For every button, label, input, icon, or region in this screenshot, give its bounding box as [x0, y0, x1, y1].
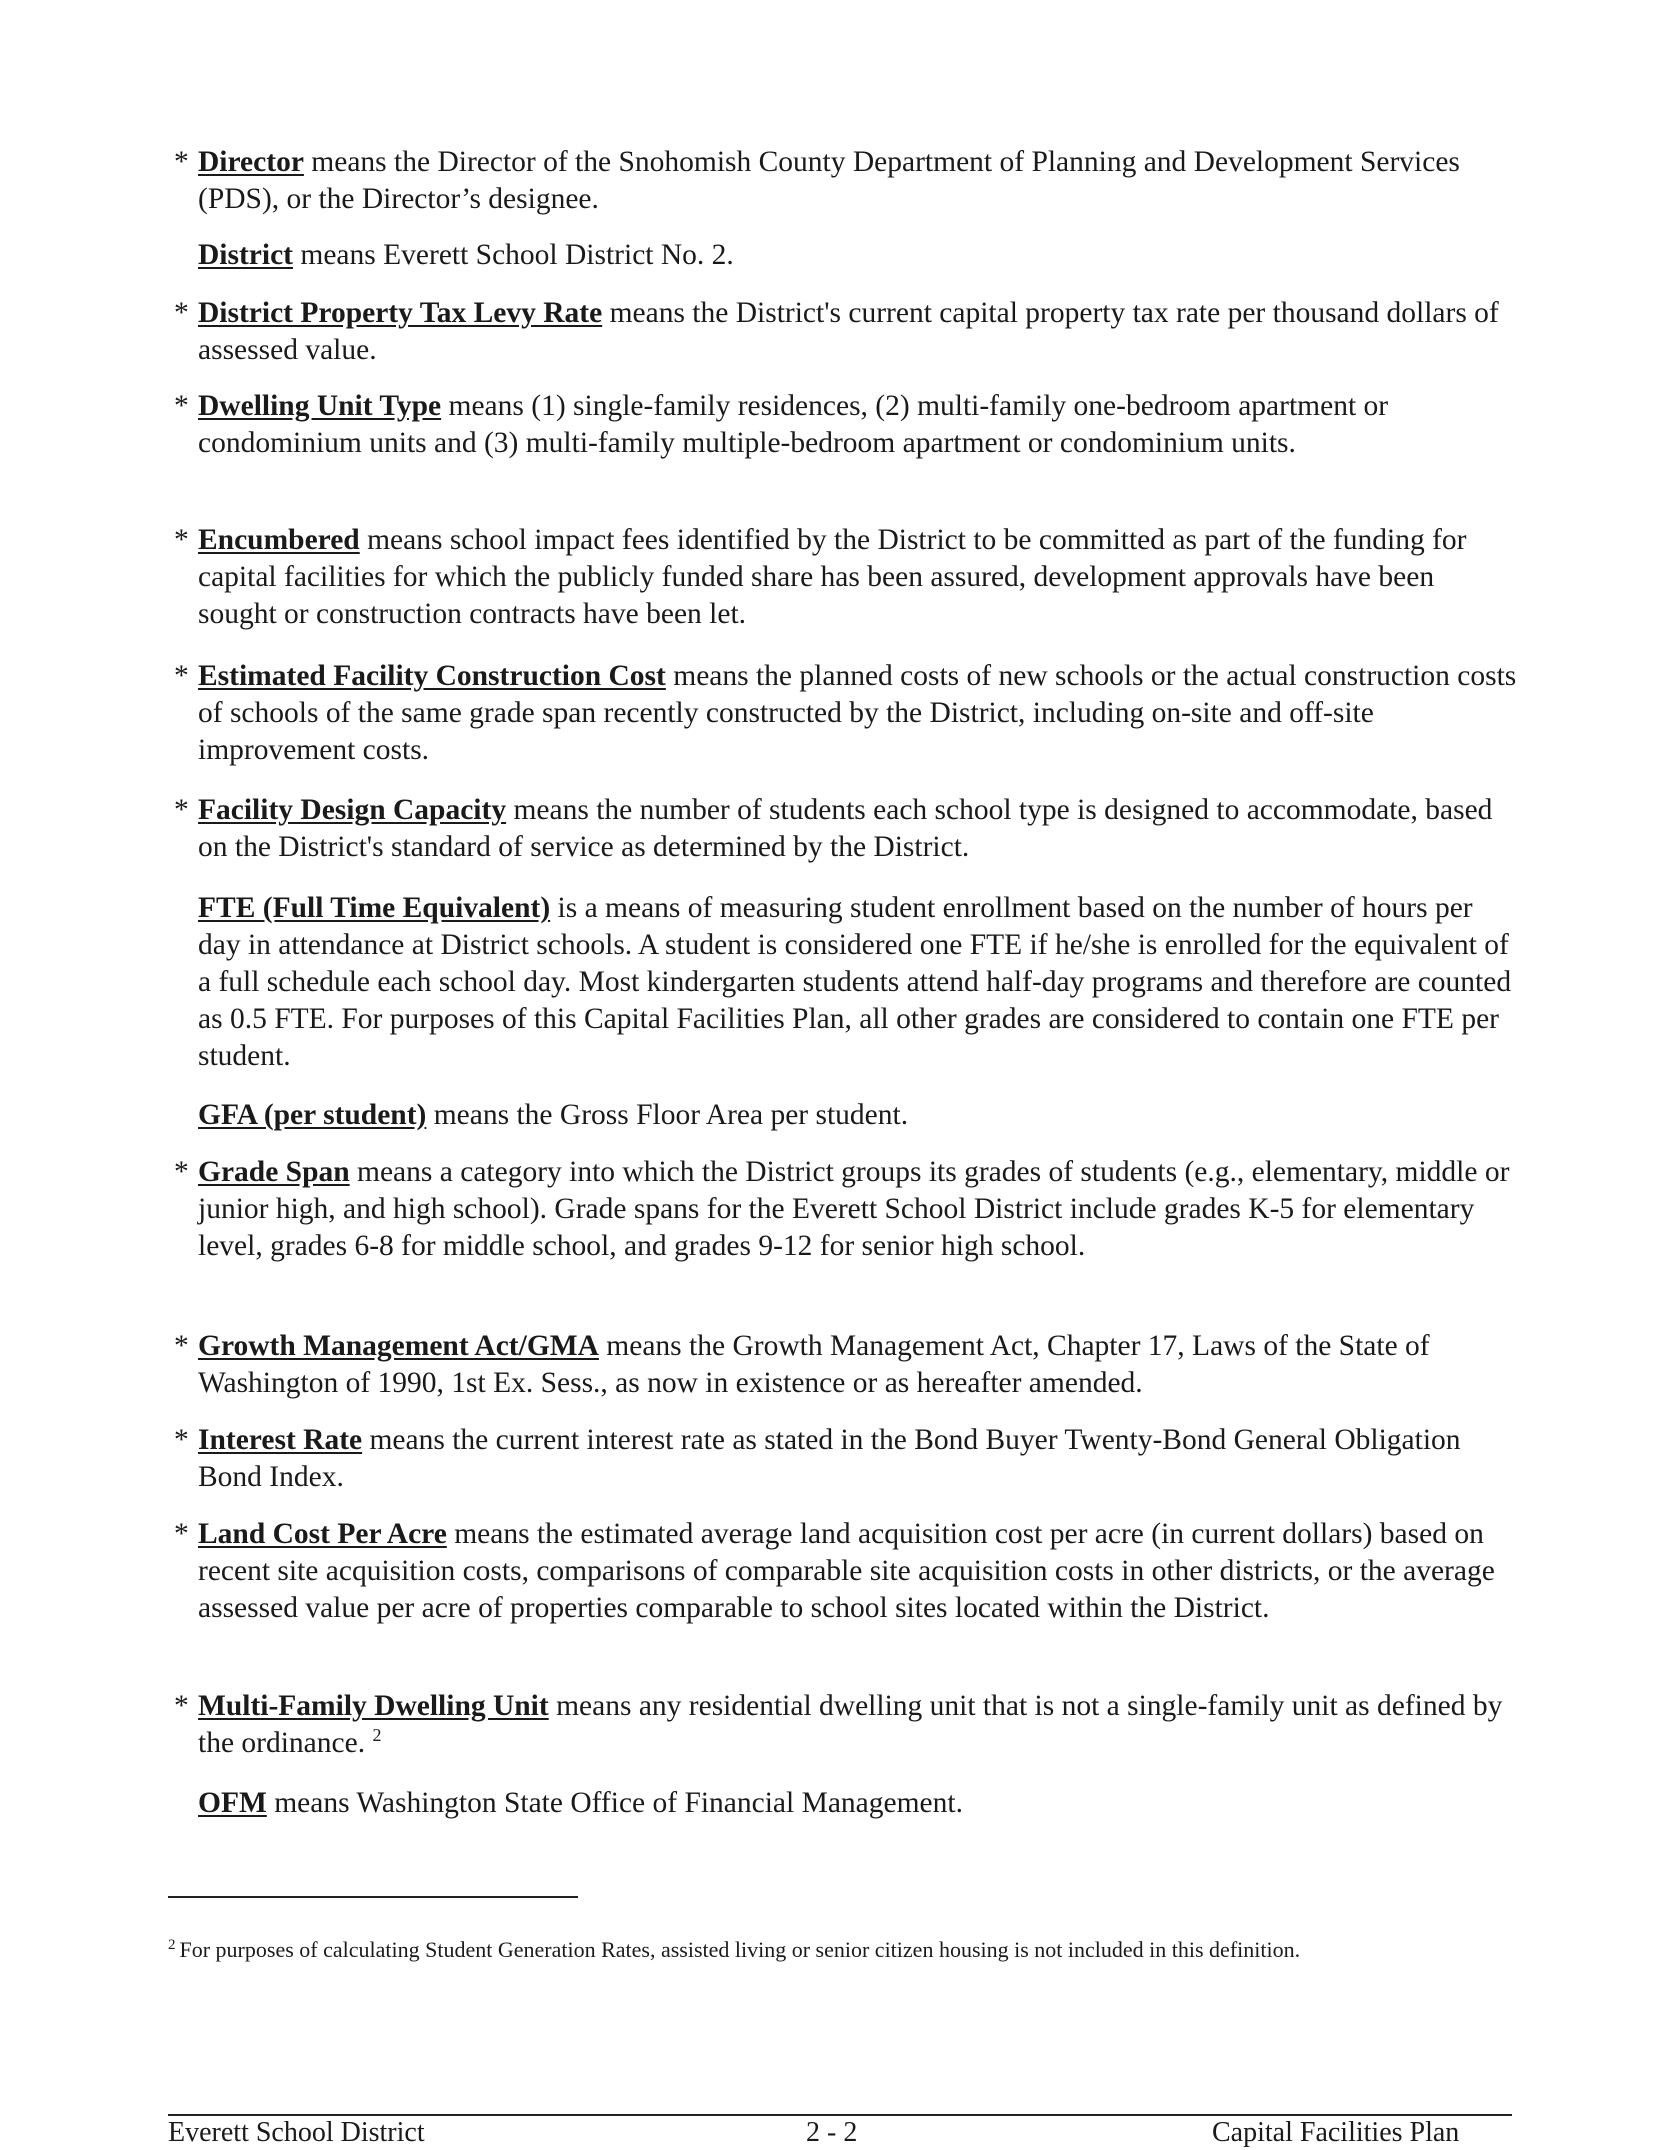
definition-text: means the number of students each school type is designed to accommodate, based on the District's standard of service as determined by the District.: [198, 794, 1493, 863]
asterisk-marker: *: [174, 390, 189, 422]
definition-text: means the Gross Floor Area per student.: [426, 1099, 909, 1131]
footnote-reference[interactable]: 2: [372, 1725, 382, 1746]
definition-text: is a means of measuring student enrollment based on the number of hours per day in attendance at District schools. A student is considered one FTE if he/she is enrolled for the equivalent of a full schedule each school day. Most kindergarten students attend half-day programs and therefore are counted as 0.5 FTE. For purposes of this Capital Facilities Plan, all other grades are considered to contain one FTE per student.: [198, 892, 1512, 1072]
definition-dwelling-unit-type: [174, 388, 1518, 462]
footer-right: Capital Facilities Plan: [1212, 2117, 1460, 2148]
definition-district-property-tax-levy-rate: [174, 295, 1518, 369]
asterisk-marker: *: [174, 1424, 189, 1456]
footnote-mark: 2: [168, 1936, 176, 1953]
definition-text: means Washington State Office of Financial Management.: [266, 1787, 963, 1819]
term-grade-span: Grade Span: [198, 1156, 350, 1188]
definition-text: means a category into which the District groups its grades of students (e.g., elementary, middle or junior high, and high school). Grade spans for the Everett School District include grades K-5 for elementary level, grades 6-8 for middle school, and grades 9-12 for senior high school.: [198, 1156, 1510, 1262]
term-multi-family-dwelling-unit: Multi-Family Dwelling Unit: [198, 1690, 549, 1722]
footer-page-number: 2 - 2: [806, 2117, 858, 2148]
asterisk-marker: *: [174, 660, 189, 692]
term-dwelling-unit-type: Dwelling Unit Type: [198, 390, 442, 422]
definition-text: means school impact fees identified by the District to be committed as part of the funding for capital facilities for which the publicly funded share has been assured, development approvals have been sought or construction contracts have been let.: [198, 524, 1467, 630]
term-estimated-facility-construction-cost: Estimated Facility Construction Cost: [198, 660, 666, 692]
term-ofm: OFM: [198, 1787, 267, 1819]
definition-estimated-facility-construction-cost: [174, 658, 1518, 769]
definition-text: means Everett School District No. 2.: [293, 239, 734, 271]
definition-director: [174, 144, 1518, 218]
asterisk-marker: *: [174, 1690, 189, 1722]
definition-text: means the Director of the Snohomish County Department of Planning and Development Services (PDS), or the Director’s designee.: [198, 146, 1460, 215]
term-interest-rate: Interest Rate: [198, 1424, 363, 1456]
asterisk-marker: *: [174, 1330, 189, 1362]
term-encumbered: Encumbered: [198, 524, 360, 556]
definition-text: means the estimated average land acquisition cost per acre (in current dollars) based on recent site acquisition costs, comparisons of comparable site acquisition costs in other districts, or the average assessed value per acre of properties comparable to school sites located within the District.: [198, 1518, 1495, 1624]
definition-gfa: [198, 1097, 1518, 1134]
asterisk-marker: *: [174, 794, 189, 826]
footnote-divider: [168, 1896, 578, 1898]
definition-text: means the Growth Management Act, Chapter 17, Laws of the State of Washington of 1990, 1st Ex. Sess., as now in existence or as hereafter amended.: [198, 1330, 1430, 1399]
definition-interest-rate: [174, 1422, 1518, 1496]
footnote: [168, 1936, 1468, 1964]
term-director: Director: [198, 146, 304, 178]
asterisk-marker: *: [174, 524, 189, 556]
term-gfa: GFA (per student): [198, 1099, 427, 1131]
definition-text: means the current interest rate as stated in the Bond Buyer Twenty-Bond General Obligation Bond Index.: [198, 1424, 1461, 1493]
definition-grade-span: [174, 1154, 1518, 1265]
term-district-property-tax-levy-rate: District Property Tax Levy Rate: [198, 297, 603, 329]
definition-ofm: [198, 1785, 1518, 1822]
term-facility-design-capacity: Facility Design Capacity: [198, 794, 507, 826]
definition-text: means any residential dwelling unit that is not a single-family unit as defined by the ordinance.: [198, 1690, 1503, 1759]
definition-text: means the District's current capital property tax rate per thousand dollars of assessed value.: [198, 297, 1499, 366]
asterisk-marker: *: [174, 297, 189, 329]
definition-text: means (1) single-family residences, (2) multi-family one-bedroom apartment or condominium units and (3) multi-family multiple-bedroom apartment or condominium units.: [198, 390, 1389, 459]
definition-encumbered: [174, 522, 1518, 633]
definition-text: means the planned costs of new schools or the actual construction costs of schools of the same grade span recently constructed by the District, including on-site and off-site improvement costs.: [198, 660, 1517, 766]
asterisk-marker: *: [174, 1156, 189, 1188]
term-district: District: [198, 239, 294, 271]
definition-land-cost-per-acre: [174, 1516, 1518, 1627]
definition-growth-management-act: [174, 1328, 1518, 1402]
term-land-cost-per-acre: Land Cost Per Acre: [198, 1518, 447, 1550]
term-fte: FTE (Full Time Equivalent): [198, 892, 551, 924]
definition-multi-family-dwelling-unit: [174, 1688, 1518, 1762]
definition-facility-design-capacity: [174, 792, 1518, 866]
definition-district: [198, 237, 1518, 274]
asterisk-marker: *: [174, 146, 189, 178]
footnote-text: For purposes of calculating Student Generation Rates, assisted living or senior citizen housing is not included in this definition.: [179, 1937, 1301, 1962]
asterisk-marker: *: [174, 1518, 189, 1550]
definition-fte: [198, 890, 1518, 1075]
term-growth-management-act: Growth Management Act/GMA: [198, 1330, 599, 1362]
footer-left: Everett School District: [168, 2117, 425, 2148]
